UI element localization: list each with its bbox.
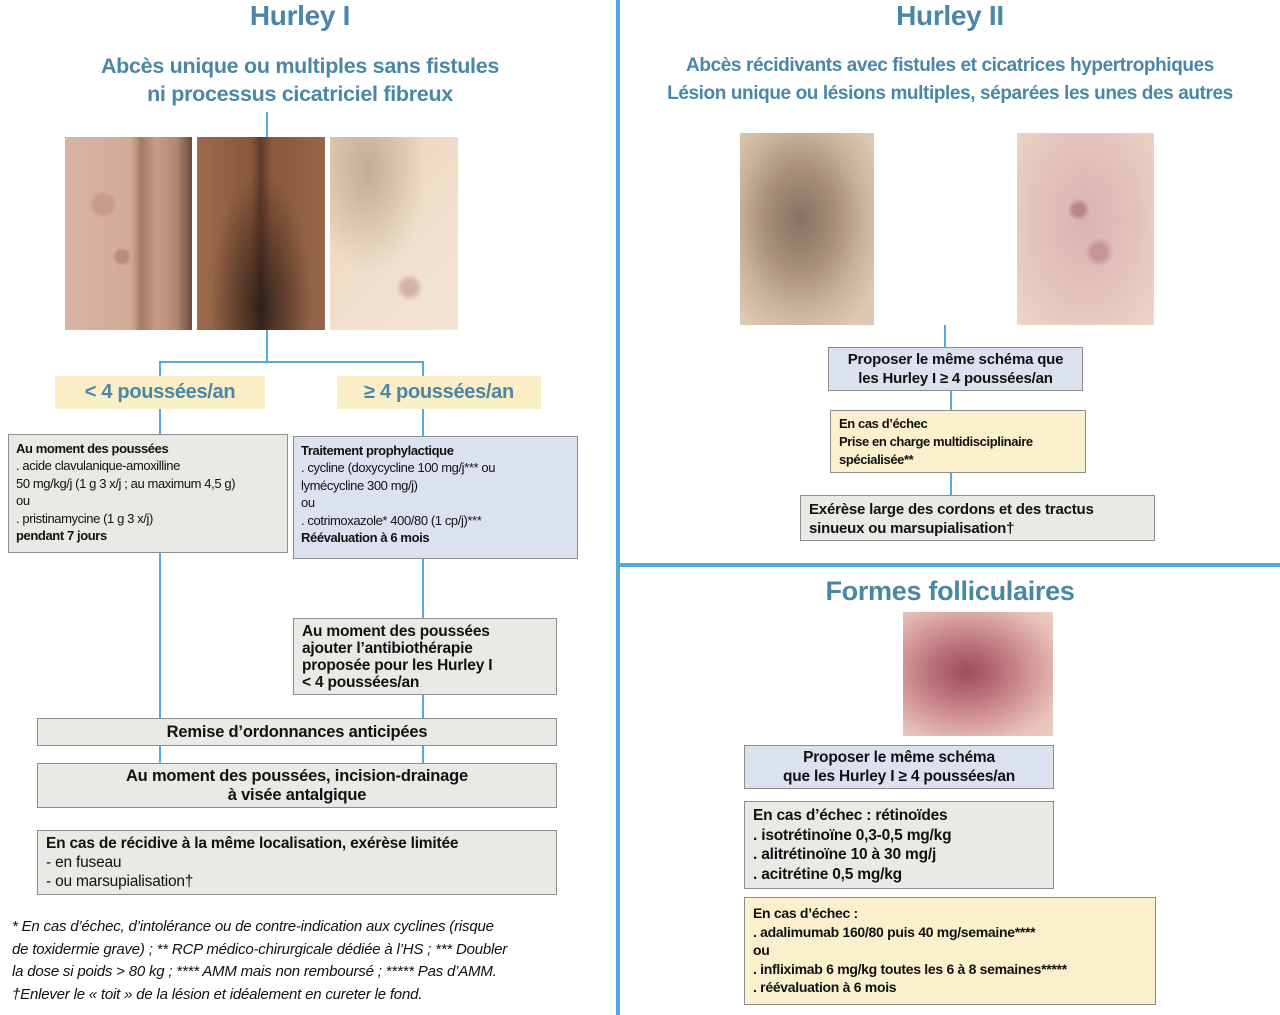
box-line: pendant 7 jours (16, 528, 107, 544)
connector-line (422, 409, 424, 436)
box-line: . isotrétinoïne 0,3-0,5 mg/kg (753, 826, 952, 844)
box-line: Proposer le même schéma que (847, 351, 1064, 368)
box-line: . infliximab 6 mg/kg toutes les 6 à 8 semaines***** (753, 960, 1067, 977)
connector-line (950, 473, 952, 495)
box-line: En cas d’échec : rétinoïdes (753, 807, 948, 824)
box-line: Exérèse large des cordons et des tractus (809, 501, 1094, 518)
box-line: - ou marsupialisation† (46, 873, 194, 890)
hurley2-subtitle-line2: Lésion unique ou lésions multiples, séparées les unes des autres (667, 83, 1233, 104)
label-less-than-4-poussees: < 4 poussées/an (55, 376, 265, 409)
box-line: proposée pour les Hurley I (302, 657, 493, 674)
box-folliculaires-meme-schema (744, 745, 1054, 789)
box-line: En cas d’échec (839, 416, 928, 431)
box-line: Proposer le même schéma (803, 749, 995, 766)
vertical-divider (616, 0, 620, 1015)
footnote-line: de toxidermie grave) ; ** RCP médico-chirurgicale dédiée à l’HS ; *** Doubler (12, 940, 508, 958)
clinical-photo-hurley1-2 (197, 137, 325, 330)
folliculaires-title: Formes folliculaires (825, 576, 1075, 606)
box-line: spécialisée** (839, 452, 914, 467)
box-folliculaires-biologiques (744, 897, 1156, 1005)
connector-line (950, 391, 952, 410)
connector-line (159, 361, 161, 377)
box-hurley2-echec (830, 410, 1086, 473)
box-line: lymécycline 300 mg/j) (301, 477, 418, 493)
box-ordonnances-anticipees (37, 718, 557, 746)
box-line: Remise d’ordonnances anticipées (166, 722, 428, 741)
box-line: à visée antalgique (227, 785, 367, 804)
connector-line (159, 746, 161, 763)
connector-line (159, 409, 161, 434)
box-line: Au moment des poussées (302, 623, 490, 640)
clinical-photo-hurley1-3 (330, 137, 458, 330)
box-incision-drainage (37, 763, 557, 808)
clinical-photo-hurley2-2 (878, 133, 1013, 325)
box-line: ou (301, 495, 315, 511)
hurley2-title: Hurley II (896, 0, 1004, 31)
hurley1-subtitle (0, 52, 600, 108)
box-line: . acitrétine 0,5 mg/kg (753, 865, 902, 883)
box-line: < 4 poussées/an (302, 674, 420, 691)
box-line: . réévaluation à 6 mois (753, 979, 897, 996)
box-line: . alitrétinoïne 10 à 30 mg/j (753, 846, 937, 863)
box-line: Au moment des poussées (16, 441, 169, 456)
box-line: . cycline (doxycycline 100 mg/j*** ou (301, 460, 496, 476)
box-line: ou (753, 942, 770, 959)
clinical-photo-hurley1-1 (65, 137, 192, 330)
box-ajout-antibiotherapie (293, 618, 557, 695)
box-line: . cotrimoxazole* 400/80 (1 cp/j)*** (301, 512, 482, 528)
box-line: Au moment des poussées, incision-drainage (125, 766, 469, 785)
clinical-photo-hurley2-3 (1017, 133, 1154, 325)
hurley1-subtitle-line2: ni processus cicatriciel fibreux (147, 82, 453, 106)
clinical-photo-folliculaires-2 (903, 612, 1053, 736)
box-hurley2-meme-schema (828, 347, 1083, 391)
horizontal-divider (620, 563, 1280, 567)
hurley1-title: Hurley I (249, 0, 351, 31)
connector-line (422, 361, 424, 377)
box-line: Traitement prophylactique (301, 443, 454, 458)
box-recidive-exerese (37, 830, 557, 895)
connector-line (159, 553, 161, 718)
box-line: . pristinamycine (1 g 3 x/j) (16, 510, 153, 526)
footnotes (12, 916, 612, 1006)
box-hurley2-exerese (800, 495, 1155, 541)
clinical-photo-folliculaires-1 (745, 612, 898, 736)
hurley1-subtitle-line1: Abcès unique ou multiples sans fistules (100, 54, 500, 78)
box-line: sinueux ou marsupialisation† (809, 520, 1015, 537)
footnote-line: †Enlever le « toit » de la lésion et idéalement en cureter le fond. (12, 985, 423, 1003)
box-line: . adalimumab 160/80 puis 40 mg/semaine**** (753, 923, 1036, 940)
connector-line (266, 330, 268, 362)
footnote-line: la dose si poids > 80 kg ; **** AMM mais non remboursé ; ***** Pas d’AMM. (12, 963, 497, 980)
footnote-line: * En cas d’échec, d’intolérance ou de contre-indication aux cyclines (risque (12, 918, 494, 935)
box-line: que les Hurley I ≥ 4 poussées/an (782, 768, 1016, 785)
box-line: En cas de récidive à la même localisation, exérèse limitée (46, 835, 459, 852)
connector-line (422, 746, 424, 763)
hurley2-subtitle-line1: Abcès récidivants avec fistules et cicatrices hypertrophiques (686, 55, 1214, 76)
hurley2-subtitle (622, 52, 1278, 108)
box-line: ajouter l’antibiothérapie (302, 640, 473, 657)
box-folliculaires-retinoides (744, 801, 1054, 889)
box-traitement-prophylactique (293, 436, 578, 559)
connector-line (159, 361, 424, 363)
connector-line (266, 112, 268, 137)
connector-line (944, 325, 946, 347)
connector-line (422, 695, 424, 718)
box-line: Prise en charge multidisciplinaire (839, 434, 1033, 449)
connector-line (422, 559, 424, 618)
box-line: les Hurley I ≥ 4 poussées/an (858, 370, 1053, 387)
box-line: 50 mg/kg/j (1 g 3 x/j ; au maximum 4,5 g) (16, 475, 236, 491)
box-line: En cas d’échec : (753, 905, 858, 921)
box-line: . acide clavulanique-amoxilline (16, 458, 180, 474)
box-line: ou (16, 493, 30, 509)
box-line: Réévaluation à 6 mois (301, 530, 430, 546)
label-4-or-more-poussees: ≥ 4 poussées/an (337, 376, 541, 409)
clinical-photo-hurley2-1 (740, 133, 874, 325)
box-line: - en fuseau (46, 854, 122, 871)
box-traitement-poussees (8, 434, 288, 553)
